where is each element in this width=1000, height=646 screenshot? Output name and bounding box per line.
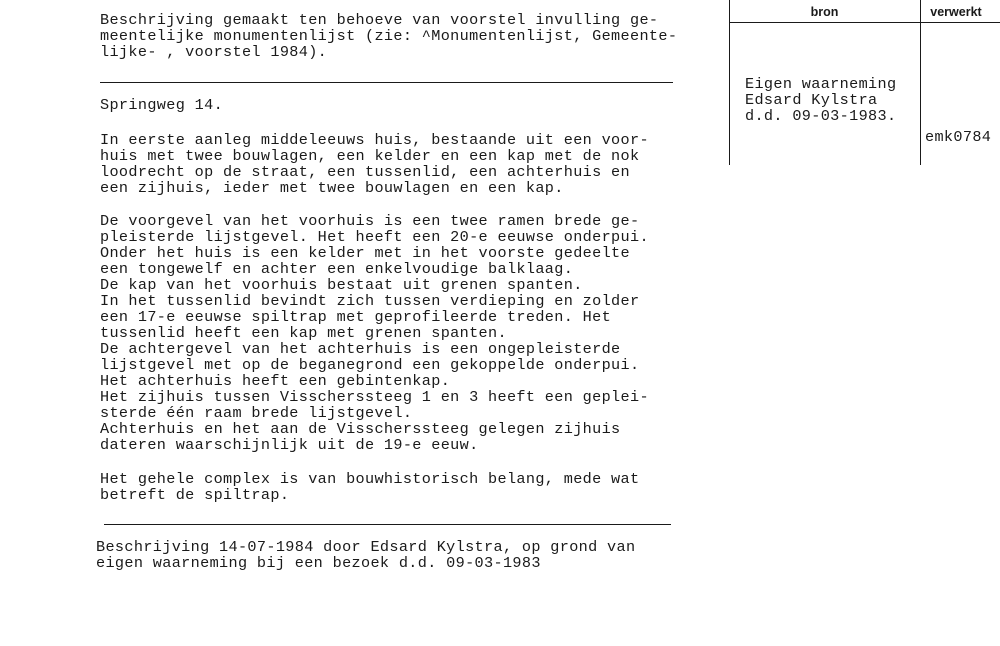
footer-note-line: eigen waarneming bij een bezoek d.d. 09-03-1983 (96, 554, 541, 572)
paragraph-line: De voorgevel van het voorhuis is een twee ramen brede ge- (100, 212, 640, 230)
table-header-bron: bron (810, 5, 839, 19)
address-heading: Springweg 14. (100, 96, 224, 114)
paragraph-line: pleisterde lijstgevel. Het heeft een 20-e eeuwse onderpui. (100, 228, 649, 246)
paragraph-line: Het gehele complex is van bouwhistorisch belang, mede wat (100, 470, 640, 488)
verwerkt-code: emk0784 (925, 128, 992, 146)
paragraph-line: In eerste aanleg middeleeuws huis, bestaande uit een voor- (100, 131, 649, 149)
table-left-border (729, 0, 730, 165)
paragraph-line: Achterhuis en het aan de Visscherssteeg gelegen zijhuis (100, 420, 621, 438)
table-header-verwerkt: verwerkt (930, 5, 982, 19)
bron-line: Edsard Kylstra (745, 91, 878, 109)
bottom-divider (104, 524, 671, 525)
table-column-divider (920, 0, 921, 165)
header-note-line: lijke- , voorstel 1984). (100, 43, 328, 61)
paragraph-line: Onder het huis is een kelder met in het voorste gedeelte (100, 244, 630, 262)
header-note-line: Beschrijving gemaakt ten behoeve van voorstel invulling ge- (100, 11, 659, 29)
paragraph-line: De kap van het voorhuis bestaat uit grenen spanten. (100, 276, 583, 294)
paragraph-line: Het achterhuis heeft een gebintenkap. (100, 372, 451, 390)
paragraph-line: tussenlid heeft een kap met grenen spanten. (100, 324, 507, 342)
paragraph-line: loodrecht op de straat, een tussenlid, een achterhuis en (100, 163, 630, 181)
bron-line: d.d. 09-03-1983. (745, 107, 897, 125)
paragraph-line: een zijhuis, ieder met twee bouwlagen en een kap. (100, 179, 564, 197)
paragraph-line: huis met twee bouwlagen, een kelder en een kap met de nok (100, 147, 640, 165)
footer-note-line: Beschrijving 14-07-1984 door Edsard Kylstra, op grond van (96, 538, 636, 556)
table-header-divider (729, 22, 1000, 23)
header-note-line: meentelijke monumentenlijst (zie: ^Monumentenlijst, Gemeente- (100, 27, 678, 45)
bron-line: Eigen waarneming (745, 75, 897, 93)
top-divider (100, 82, 673, 83)
paragraph-line: In het tussenlid bevindt zich tussen verdieping en zolder (100, 292, 640, 310)
source-table (729, 0, 1000, 165)
paragraph-line: een tongewelf en achter een enkelvoudige balklaag. (100, 260, 574, 278)
paragraph-line: sterde één raam brede lijstgevel. (100, 404, 413, 422)
paragraph-line: dateren waarschijnlijk uit de 19-e eeuw. (100, 436, 479, 454)
paragraph-line: Het zijhuis tussen Visscherssteeg 1 en 3 heeft een geplei- (100, 388, 649, 406)
paragraph-line: een 17-e eeuwse spiltrap met geprofileerde treden. Het (100, 308, 612, 326)
paragraph-line: lijstgevel met op de beganegrond een gekoppelde onderpui. (100, 356, 640, 374)
paragraph-line: De achtergevel van het achterhuis is een ongepleisterde (100, 340, 621, 358)
paragraph-line: betreft de spiltrap. (100, 486, 290, 504)
